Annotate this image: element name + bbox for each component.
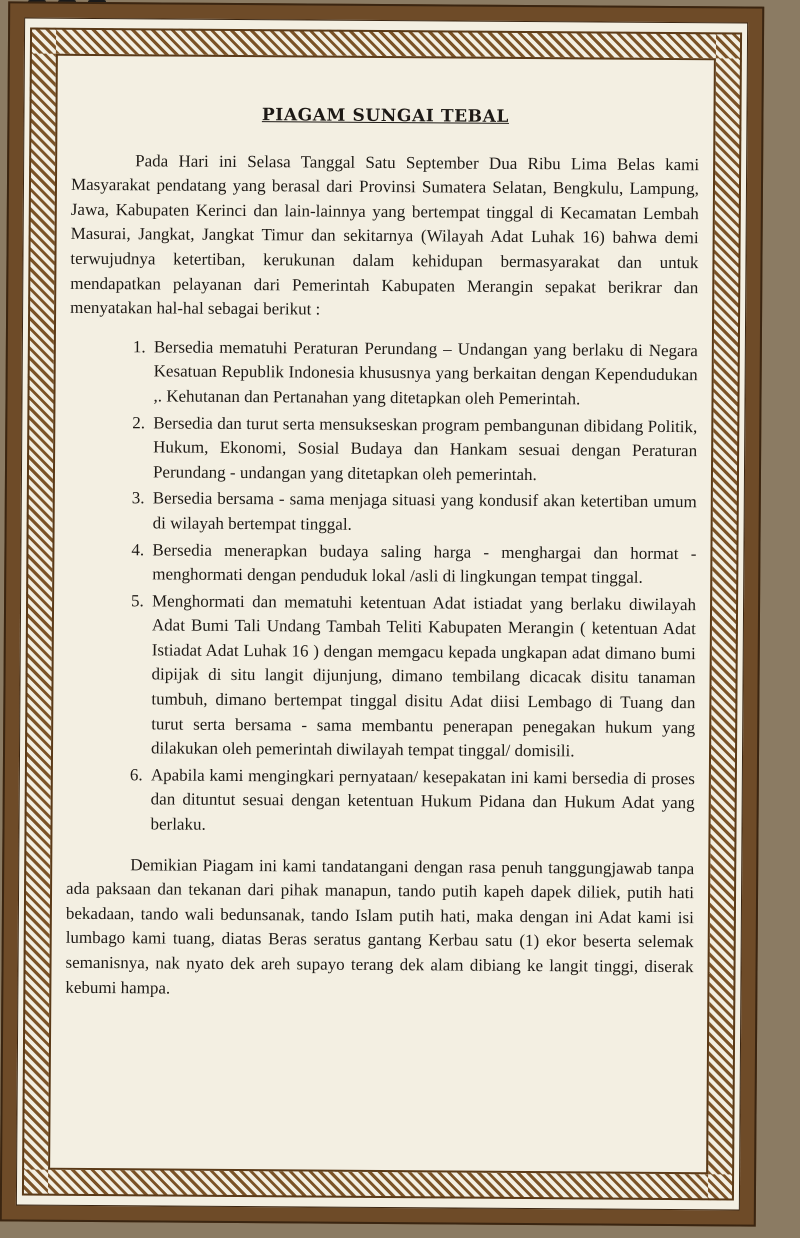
list-item: 3. Bersedia bersama - sama menjaga situasi yang kondusif akan ketertiban umum di wilayah bertempat tinggal. — [149, 487, 697, 540]
list-item: 2. Bersedia dan turut serta mensukseskan program pembangunan dibidang Politik, Hukum, Ekonomi, Sosial Budaya dan Hankam sesuai dengan Peraturan Perundang - undangan yang ditetapkan oleh pemerintah. — [149, 411, 698, 489]
opening-paragraph: Pada Hari ini Selasa Tanggal Satu September Dua Ribu Lima Belas kami Masyarakat pendatang yang berasal dari Provinsi Sumatera Selatan, Bengkulu, Lampung, Jawa, Kabupaten Kerinci dan lain-lainnya yang bertempat tinggal di Kecamatan Lembah Masurai, Jangkat, Jangkat Timur dan sekitarnya (Wilayah Adat Luhak 16) bahwa demi terwujudnya ketertiban, kerukunan dalam kehidupan bermasyarakat dan untuk mendapatkan pelayanan dari Pemerintah Kabupaten Merangin sepakat berikrar dan menyatakan hal-hal sebagai berikut : — [70, 150, 700, 319]
charter-content — [64, 70, 700, 1162]
list-item: 4. Bersedia menerapkan budaya saling harga - menghargai dan hormat - menghormati dengan penduduk lokal /asli di lingkungan tempat tinggal. — [148, 538, 696, 591]
closing-paragraph: Demikian Piagam ini kami tandatangani dengan rasa penuh tanggungjawab tanpa ada paksaan dan tekanan dari pihak manapun, tando putih kapeh dapek diliek, putih hati bekadaan, tando wali bedunsanak, tando Islam putih hati, maka dengan ini Adat kami isi lumbago kami tuang, diatas Beras seratus gantang Kerbau satu (1) ekor beserta selemak semanisnya, nak nyato dek areh supayo terang dek alam dibiang ke langit tinggi, diserak kebumi hampa. — [65, 854, 695, 998]
list-item: 5. Menghormati dan mematuhi ketentuan Adat istiadat yang berlaku diwilayah Adat Bumi Tali Undang Tambah Teliti Kabupaten Merangin ( ketentuan Adat Istiadat Adat Luhak 16 ) dengan memgacu kepada ungkapan adat dimano bumi dipijak di situ langit dijunjung, dimano tembilang dicacak disitu tanaman tumbuh, dimano bertempat tinggal disitu Adat diisi Lembago di Tuang dan turut serta bersama - sama membantu penerapan penegakan hukum yang dilakukan oleh pemerintah diwilayah tempat tinggal/ domisili. — [147, 589, 696, 765]
charter-frame — [0, 1, 764, 1226]
charter-title: PIAGAM SUNGAI TEBAL — [261, 105, 510, 127]
list-item: 6. Apabila kami mengingkari pernyataan/ kesepakatan ini kami bersedia di proses dan dituntut sesuai dengan ketentuan Hukum Pidana dan Hukum Adat yang berlaku. — [146, 763, 695, 841]
declaration-list — [66, 335, 697, 841]
list-item: 1. Bersedia mematuhi Peraturan Perundang – Undangan yang berlaku di Negara Kesatuan Republik Indonesia khususnya yang berkaitan dengan Kependudukan ,. Kehutanan dan Pertanahan yang ditetapkan oleh Pemerintah. — [149, 335, 698, 413]
